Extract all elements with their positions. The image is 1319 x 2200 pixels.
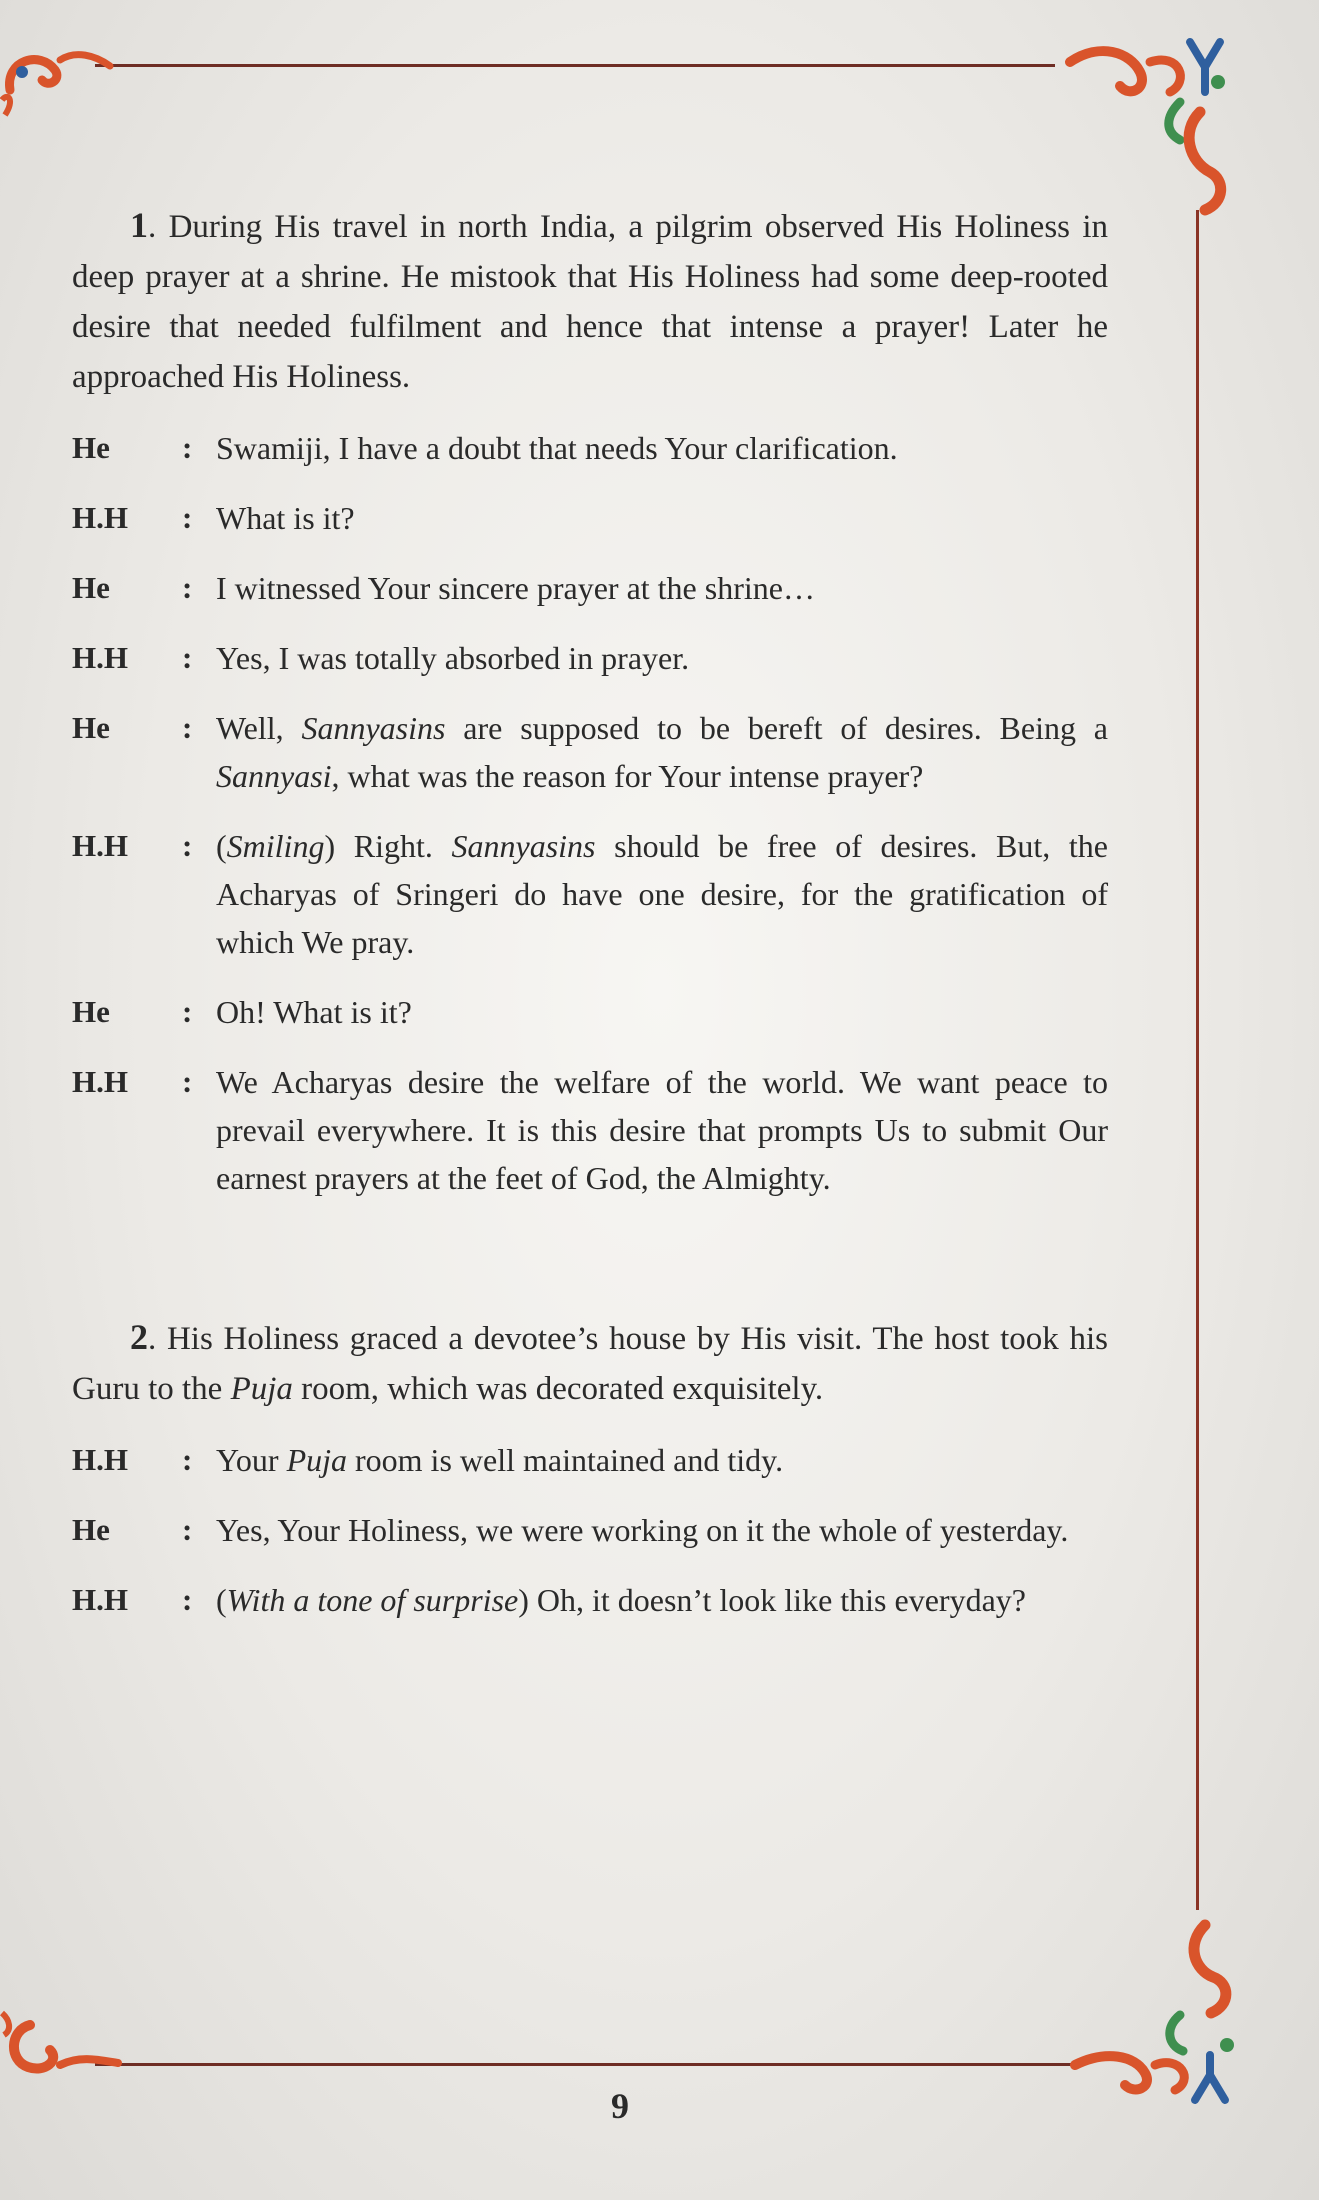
ornament-top-right-icon: [1040, 22, 1240, 222]
frame-top-rule: [95, 64, 1055, 67]
dialogue-line: [72, 704, 1108, 800]
line-text: (With a tone of surprise) Oh, it doesn’t look like this everyday?: [216, 1582, 1026, 1618]
speaker-colon: :: [182, 640, 193, 675]
speaker: H.H: [72, 1064, 128, 1099]
speaker-colon: :: [182, 500, 193, 535]
speaker: H.H: [72, 640, 128, 675]
section-1-dialogue: [72, 424, 1108, 1202]
speaker: H.H: [72, 1442, 128, 1477]
speaker: He: [72, 1512, 110, 1547]
dialogue-line: [72, 1576, 1108, 1624]
dialogue-line: [72, 1058, 1108, 1202]
speaker-colon: :: [182, 828, 193, 863]
section-2-intro: 2. His Holiness graced a devotee’s house by His visit. The host took his Guru to the Puja room, which was decorated exquisitely.: [72, 1317, 1108, 1407]
section-2-dialogue: [72, 1436, 1108, 1624]
frame-right-rule: [1196, 210, 1199, 1910]
speaker: He: [72, 710, 110, 745]
speaker: He: [72, 430, 110, 465]
line-text: What is it?: [216, 500, 355, 536]
ornament-top-left-icon: [0, 30, 120, 120]
page-content: [72, 200, 1108, 1646]
speaker: H.H: [72, 500, 128, 535]
line-text: Well, Sannyasins are supposed to be bereft of desires. Being a Sannyasi, what was the reason for Your intense prayer?: [216, 710, 1109, 794]
line-text: Your Puja room is well maintained and tidy.: [216, 1442, 784, 1478]
section-1-number: 1: [130, 205, 148, 245]
section-2: [72, 1312, 1108, 1624]
speaker: H.H: [72, 1582, 128, 1617]
speaker: H.H: [72, 828, 128, 863]
ornament-bottom-left-icon: [0, 2005, 130, 2095]
speaker-colon: :: [182, 1582, 193, 1617]
line-text: Yes, I was totally absorbed in prayer.: [216, 640, 690, 676]
dialogue-line: [72, 988, 1108, 1036]
speaker-colon: :: [182, 570, 193, 605]
ornament-bottom-right-icon: [1045, 1915, 1245, 2115]
line-text: (Smiling) Right. Sannyasins should be free of desires. But, the Acharyas of Sringeri do have one desire, for the gratification of which We pray.: [216, 828, 1109, 960]
section-1-intro-text: . During His travel in north India, a pilgrim observed His Holiness in deep prayer at a shrine. He mistook that His Holiness had some deep-rooted desire that needed fulfilment and hence that intense a prayer! Later he approached His Holiness.: [72, 209, 1108, 395]
dialogue-line: [72, 822, 1108, 966]
speaker-colon: :: [182, 710, 193, 745]
speaker-colon: :: [182, 994, 193, 1029]
line-text: Swamiji, I have a doubt that needs Your clarification.: [216, 430, 898, 466]
speaker-colon: :: [182, 1064, 193, 1099]
speaker-colon: :: [182, 1442, 193, 1477]
dialogue-line: [72, 1436, 1108, 1484]
speaker-colon: :: [182, 1512, 193, 1547]
speaker-colon: :: [182, 430, 193, 465]
line-text: Oh! What is it?: [216, 994, 412, 1030]
dialogue-line: [72, 564, 1108, 612]
section-1-intro: [72, 200, 1108, 402]
speaker: He: [72, 570, 110, 605]
section-2-number: 2: [130, 1317, 148, 1357]
line-text: Yes, Your Holiness, we were working on it the whole of yesterday.: [216, 1512, 1069, 1548]
page-number: 9: [611, 2086, 629, 2126]
frame-bottom-rule: [95, 2063, 1075, 2066]
speaker: He: [72, 994, 110, 1029]
dialogue-line: [72, 424, 1108, 472]
line-text: I witnessed Your sincere prayer at the shrine…: [216, 570, 815, 606]
dialogue-line: [72, 1506, 1108, 1554]
dialogue-line: [72, 494, 1108, 542]
line-text: We Acharyas desire the welfare of the world. We want peace to prevail everywhere. It is this desire that prompts Us to submit Our earnest prayers at the feet of God, the Almighty.: [216, 1064, 1108, 1196]
dialogue-line: [72, 634, 1108, 682]
